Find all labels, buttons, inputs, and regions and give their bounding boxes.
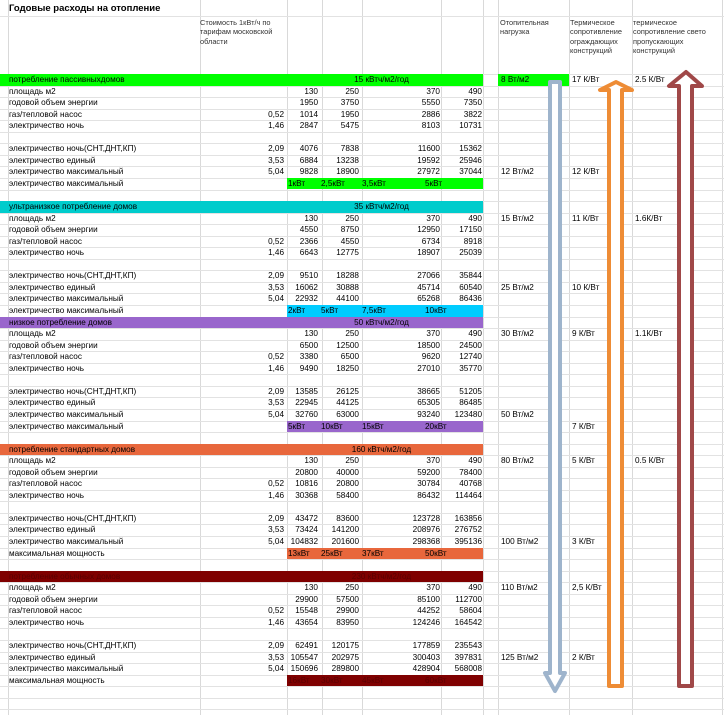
price-value: 2,09 — [268, 386, 284, 396]
row-label-tariff: электричество ночь(СНТ,ДНТ,КП) — [9, 386, 137, 396]
cost-value: 164542 — [454, 617, 482, 627]
cost-value: 65268 — [417, 294, 440, 304]
price-value: 5,04 — [268, 294, 284, 304]
cost-value: 86436 — [459, 294, 482, 304]
cost-value: 29900 — [336, 606, 359, 616]
cost-value: 44125 — [336, 398, 359, 408]
price-value: 0,52 — [268, 236, 284, 246]
cost-value: 395136 — [454, 537, 482, 546]
section-title: потребление пассивныхдомов — [9, 75, 125, 84]
area-value: 490 — [468, 213, 482, 223]
cost-value: 62491 — [295, 640, 318, 650]
row-label-power: электричество максимальный — [9, 421, 124, 431]
row-label-night: электричество ночь — [9, 248, 85, 258]
section-consumption: 50 кВтч/м2/год — [354, 317, 409, 327]
area-value: 250 — [345, 583, 359, 593]
power-value: 30кВт — [321, 675, 343, 685]
price-value: 0,52 — [268, 606, 284, 616]
power-value: 37кВт — [362, 548, 384, 558]
section-title: потребление обычных домов — [9, 571, 121, 581]
row-label-gas: газ/тепловой насос — [9, 236, 82, 246]
heat-load-value: 12 Вт/м2 — [501, 167, 534, 177]
power-value: 7,5кВт — [362, 306, 386, 315]
cost-value: 27066 — [417, 271, 440, 281]
cost-value: 40000 — [336, 467, 359, 477]
price-value: 1,46 — [268, 121, 284, 131]
cost-value: 35770 — [459, 363, 482, 373]
row-label-power: максимальная мощность — [9, 675, 105, 685]
cost-value: 163856 — [454, 513, 482, 523]
header-thermal-walls: Термическое сопротивление ограждающих конструкций — [570, 18, 622, 56]
cost-value: 298368 — [412, 537, 440, 546]
row-label-single: электричество единый — [9, 155, 96, 165]
price-value: 2,09 — [268, 144, 284, 154]
cost-value: 12950 — [417, 225, 440, 235]
cost-value: 9510 — [299, 271, 318, 281]
area-value: 370 — [426, 213, 440, 223]
row-label-area: площадь м2 — [9, 329, 56, 339]
row-label-area: площадь м2 — [9, 583, 56, 593]
cost-value: 51205 — [459, 386, 482, 396]
price-value: 3,53 — [268, 525, 284, 535]
cost-value: 59200 — [417, 467, 440, 477]
cost-value: 5550 — [421, 98, 440, 108]
cost-value: 1950 — [340, 109, 359, 119]
cost-value: 123728 — [412, 513, 440, 523]
thermal-glass-value: 1.1К/Вт — [635, 329, 663, 339]
cost-value: 83600 — [336, 513, 359, 523]
price-value: 1,46 — [268, 617, 284, 627]
row-label-power: электричество максимальный — [9, 306, 124, 315]
cost-value: 20800 — [336, 479, 359, 489]
cost-value: 45714 — [417, 282, 440, 292]
cost-value: 3380 — [299, 352, 318, 362]
cost-value: 6884 — [299, 155, 318, 165]
cost-value: 6734 — [421, 236, 440, 246]
heat-load-value: 8 Вт/м2 — [501, 75, 530, 84]
cost-value: 141200 — [331, 525, 359, 535]
power-value: 3,5кВт — [362, 178, 386, 188]
cost-value: 12740 — [459, 352, 482, 362]
cost-value: 32760 — [295, 409, 318, 419]
cost-value: 22945 — [295, 398, 318, 408]
area-value: 130 — [304, 213, 318, 223]
area-value: 370 — [426, 456, 440, 466]
cost-value: 8918 — [463, 236, 482, 246]
header-cost: Стоимость 1кВт/ч по тарифам московской области — [200, 18, 273, 46]
cost-value: 6643 — [299, 248, 318, 258]
power-value: 13кВт — [288, 548, 310, 558]
cost-value: 18900 — [336, 167, 359, 177]
cost-value: 12500 — [336, 340, 359, 350]
cost-value: 120175 — [331, 640, 359, 650]
area-value: 370 — [426, 329, 440, 339]
cost-value: 18250 — [336, 363, 359, 373]
heat-load-value: 80 Вт/м2 — [501, 456, 534, 466]
red-arrow-icon — [669, 72, 702, 686]
price-value: 2,09 — [268, 271, 284, 281]
cost-value: 123480 — [454, 409, 482, 419]
sheet-title: Годовые расходы на отопление — [9, 3, 161, 14]
heat-load-value: 100 Вт/м2 — [501, 537, 539, 546]
cost-value: 1014 — [299, 109, 318, 119]
cost-value: 3822 — [463, 109, 482, 119]
thermal-walls-value: 17 К/Вт — [572, 75, 600, 84]
cost-value: 19592 — [417, 155, 440, 165]
row-label-max: электричество максимальный — [9, 294, 124, 304]
power-value: 5кВт — [288, 421, 306, 431]
section-title: ультранизкое потребление домов — [9, 202, 138, 212]
cost-value: 22932 — [295, 294, 318, 304]
price-value: 5,04 — [268, 167, 284, 177]
cost-value: 58400 — [336, 490, 359, 500]
row-label-night: электричество ночь — [9, 617, 85, 627]
row-label-energy: годовой объем энергии — [9, 467, 98, 477]
cost-value: 30368 — [295, 490, 318, 500]
cost-value: 85100 — [417, 594, 440, 604]
area-value: 490 — [468, 456, 482, 466]
cost-value: 397831 — [454, 652, 482, 662]
cost-value: 86432 — [417, 490, 440, 500]
area-value: 490 — [468, 329, 482, 339]
row-label-area: площадь м2 — [9, 456, 56, 466]
cost-value: 4550 — [340, 236, 359, 246]
row-label-power: электричество максимальный — [9, 178, 124, 188]
cost-value: 20800 — [295, 467, 318, 477]
row-label-energy: годовой объем энергии — [9, 340, 98, 350]
power-value: 50кВт — [425, 548, 447, 558]
cost-value: 6500 — [299, 340, 318, 350]
cost-value: 5475 — [340, 121, 359, 131]
row-label-max: электричество максимальный — [9, 664, 124, 674]
row-label-tariff: электричество ночь(СНТ,ДНТ,КП) — [9, 144, 137, 154]
cost-value: 150696 — [290, 664, 318, 674]
section-title: низкое потребление домов — [9, 317, 112, 327]
cost-value: 25039 — [459, 248, 482, 258]
cost-value: 8103 — [421, 121, 440, 131]
cost-value: 1950 — [299, 98, 318, 108]
power-value: 20кВт — [425, 421, 447, 431]
area-value: 250 — [345, 329, 359, 339]
cost-value: 6500 — [340, 352, 359, 362]
cost-value: 63000 — [336, 409, 359, 419]
cost-value: 83950 — [336, 617, 359, 627]
power-value: 5кВт — [321, 306, 339, 315]
cost-value: 24500 — [459, 340, 482, 350]
cost-value: 2886 — [421, 109, 440, 119]
cost-value: 27972 — [417, 167, 440, 177]
area-value: 130 — [304, 86, 318, 96]
row-label-gas: газ/тепловой насос — [9, 606, 82, 616]
thermal-walls-value: 3 К/Вт — [572, 537, 595, 546]
price-value: 1,46 — [268, 363, 284, 373]
price-value: 3,53 — [268, 652, 284, 662]
row-label-power: максимальная мощность — [9, 548, 105, 558]
cost-value: 15548 — [295, 606, 318, 616]
row-label-single: электричество единый — [9, 652, 96, 662]
cost-value: 177859 — [412, 640, 440, 650]
cost-value: 568008 — [454, 664, 482, 674]
cost-value: 7838 — [340, 144, 359, 154]
area-value: 490 — [468, 583, 482, 593]
price-value: 5,04 — [268, 537, 284, 546]
cost-value: 104832 — [290, 537, 318, 546]
row-label-tariff: электричество ночь(СНТ,ДНТ,КП) — [9, 513, 137, 523]
cost-value: 25946 — [459, 155, 482, 165]
cost-value: 65305 — [417, 398, 440, 408]
row-label-gas: газ/тепловой насос — [9, 479, 82, 489]
power-value: 2,5кВт — [321, 178, 345, 188]
price-value: 2,09 — [268, 513, 284, 523]
row-label-tariff: электричество ночь(СНТ,ДНТ,КП) — [9, 640, 137, 650]
row-label-night: электричество ночь — [9, 490, 85, 500]
cost-value: 58604 — [459, 606, 482, 616]
heat-load-value: 15 Вт/м2 — [501, 213, 534, 223]
price-value: 5,04 — [268, 664, 284, 674]
power-value: 45кВт — [362, 675, 384, 685]
cost-value: 40768 — [459, 479, 482, 489]
cost-value: 78400 — [459, 467, 482, 477]
cost-value: 428904 — [412, 664, 440, 674]
thermal-walls-value: 5 К/Вт — [572, 456, 595, 466]
area-value: 130 — [304, 456, 318, 466]
power-value: 10кВт — [321, 421, 343, 431]
price-value: 1,46 — [268, 490, 284, 500]
price-value: 3,53 — [268, 398, 284, 408]
cost-value: 18907 — [417, 248, 440, 258]
cost-value: 300403 — [412, 652, 440, 662]
cost-value: 112700 — [455, 594, 482, 604]
row-label-energy: годовой объем энергии — [9, 225, 98, 235]
price-value: 0,52 — [268, 352, 284, 362]
power-value: 25кВт — [321, 548, 343, 558]
section-consumption: 35 кВтч/м2/год — [354, 202, 409, 212]
cost-value: 44100 — [336, 294, 359, 304]
cost-value: 8750 — [340, 225, 359, 235]
orange-arrow-icon — [600, 82, 632, 686]
cost-value: 57500 — [336, 594, 359, 604]
power-value: 1кВт — [288, 178, 306, 188]
section-consumption: 15 кВтч/м2/год — [354, 75, 409, 84]
thermal-walls-value: 12 К/Вт — [572, 167, 600, 177]
header-thermal-glass: термическое сопротивление свето пропускающих конструкций — [633, 18, 706, 56]
power-value: 2кВт — [288, 306, 306, 315]
cost-value: 2366 — [299, 236, 318, 246]
header-heat-load: Отопительная нагрузка — [500, 18, 549, 37]
section-consumption: 230 кВтч/м2/год — [351, 571, 412, 581]
cost-value: 18288 — [336, 271, 359, 281]
cost-value: 73424 — [295, 525, 318, 535]
row-label-area: площадь м2 — [9, 86, 56, 96]
area-value: 130 — [304, 329, 318, 339]
cost-value: 3750 — [340, 98, 359, 108]
thermal-walls-value: 2,5 К/Вт — [572, 583, 602, 593]
heat-load-value: 110 Вт/м2 — [501, 583, 538, 593]
cost-value: 202975 — [331, 652, 359, 662]
cost-value: 276752 — [454, 525, 482, 535]
row-label-max: электричество максимальный — [9, 537, 124, 546]
cost-value: 43654 — [295, 617, 318, 627]
power-value: 5кВт — [425, 178, 443, 188]
cost-value: 2847 — [299, 121, 318, 131]
cost-value: 9490 — [299, 363, 318, 373]
area-value: 250 — [345, 86, 359, 96]
row-label-night: электричество ночь — [9, 121, 85, 131]
blue-arrow-icon — [545, 82, 565, 691]
price-value: 0,52 — [268, 109, 284, 119]
area-value: 250 — [345, 456, 359, 466]
cost-value: 18500 — [417, 340, 440, 350]
cost-value: 38665 — [417, 386, 440, 396]
cost-value: 7350 — [463, 98, 482, 108]
cost-value: 9828 — [299, 167, 318, 177]
section-title: потребление стандартных домов — [9, 444, 136, 454]
area-value: 250 — [345, 213, 359, 223]
section-consumption: 160 кВтч/м2/год — [351, 444, 412, 454]
row-label-night: электричество ночь — [9, 363, 85, 373]
cost-value: 208976 — [412, 525, 440, 535]
thermal-walls-value: 9 К/Вт — [572, 329, 595, 339]
cost-value: 289800 — [331, 664, 359, 674]
cost-value: 124246 — [412, 617, 440, 627]
thermal-walls-value: 10 К/Вт — [572, 282, 600, 292]
power-value: 60кВт — [425, 675, 447, 685]
thermal-walls-value: 2 К/Вт — [572, 652, 595, 662]
cost-value: 30888 — [336, 282, 359, 292]
cost-value: 43472 — [295, 513, 318, 523]
row-label-single: электричество единый — [9, 282, 96, 292]
area-value: 370 — [426, 86, 440, 96]
heat-load-value: 50 Вт/м2 — [501, 409, 534, 419]
row-label-single: электричество единый — [9, 525, 96, 535]
cost-value: 13238 — [336, 155, 359, 165]
price-value: 0,52 — [268, 479, 284, 489]
cost-value: 15362 — [459, 144, 482, 154]
thermal-walls-value: 7 К/Вт — [572, 421, 595, 431]
row-label-energy: годовой объем энергии — [9, 98, 98, 108]
cost-value: 105547 — [290, 652, 318, 662]
cost-value: 60540 — [459, 282, 482, 292]
cost-value: 10731 — [459, 121, 482, 131]
thermal-glass-value: 0.5 К/Вт — [635, 456, 665, 466]
cost-value: 4550 — [299, 225, 318, 235]
row-label-max: электричество максимальный — [9, 409, 124, 419]
cost-value: 13585 — [295, 386, 318, 396]
cost-value: 86485 — [459, 398, 482, 408]
row-label-tariff: электричество ночь(СНТ,ДНТ,КП) — [9, 271, 137, 281]
power-value: 10кВт — [425, 306, 447, 315]
area-value: 490 — [468, 86, 482, 96]
cost-value: 35844 — [459, 271, 482, 281]
area-value: 370 — [426, 583, 440, 593]
cost-value: 17150 — [459, 225, 482, 235]
price-value: 1,46 — [268, 248, 284, 258]
cost-value: 11600 — [417, 144, 440, 154]
power-value: 16кВт — [288, 675, 310, 685]
cost-value: 26125 — [336, 386, 359, 396]
price-value: 3,53 — [268, 155, 284, 165]
cost-value: 4076 — [299, 144, 318, 154]
cost-value: 201600 — [331, 537, 359, 546]
cost-value: 30784 — [417, 479, 440, 489]
cost-value: 29900 — [295, 594, 318, 604]
power-value: 15кВт — [362, 421, 384, 431]
price-value: 5,04 — [268, 409, 284, 419]
cost-value: 27010 — [417, 363, 440, 373]
thermal-glass-value: 1.6К/Вт — [635, 213, 663, 223]
row-label-gas: газ/тепловой насос — [9, 109, 82, 119]
row-label-energy: годовой объем энергии — [9, 594, 98, 604]
thermal-glass-value: 2.5 К/Вт — [635, 75, 665, 84]
row-label-area: площадь м2 — [9, 213, 56, 223]
cost-value: 37044 — [459, 167, 482, 177]
row-label-max: электричество максимальный — [9, 167, 124, 177]
cost-value: 235543 — [454, 640, 482, 650]
cost-value: 12775 — [336, 248, 359, 258]
cost-value: 10816 — [295, 479, 318, 489]
cost-value: 16062 — [295, 282, 318, 292]
area-value: 130 — [304, 583, 318, 593]
cost-value: 9620 — [421, 352, 440, 362]
cost-value: 93240 — [417, 409, 440, 419]
row-label-gas: газ/тепловой насос — [9, 352, 82, 362]
heat-load-value: 30 Вт/м2 — [501, 329, 534, 339]
cost-value: 44252 — [417, 606, 440, 616]
price-value: 2,09 — [268, 640, 284, 650]
price-value: 3,53 — [268, 282, 284, 292]
heat-load-value: 25 Вт/м2 — [501, 282, 534, 292]
thermal-walls-value: 11 К/Вт — [572, 213, 599, 223]
heat-load-value: 125 Вт/м2 — [501, 652, 539, 662]
cost-value: 114464 — [455, 490, 482, 500]
row-label-single: электричество единый — [9, 398, 96, 408]
